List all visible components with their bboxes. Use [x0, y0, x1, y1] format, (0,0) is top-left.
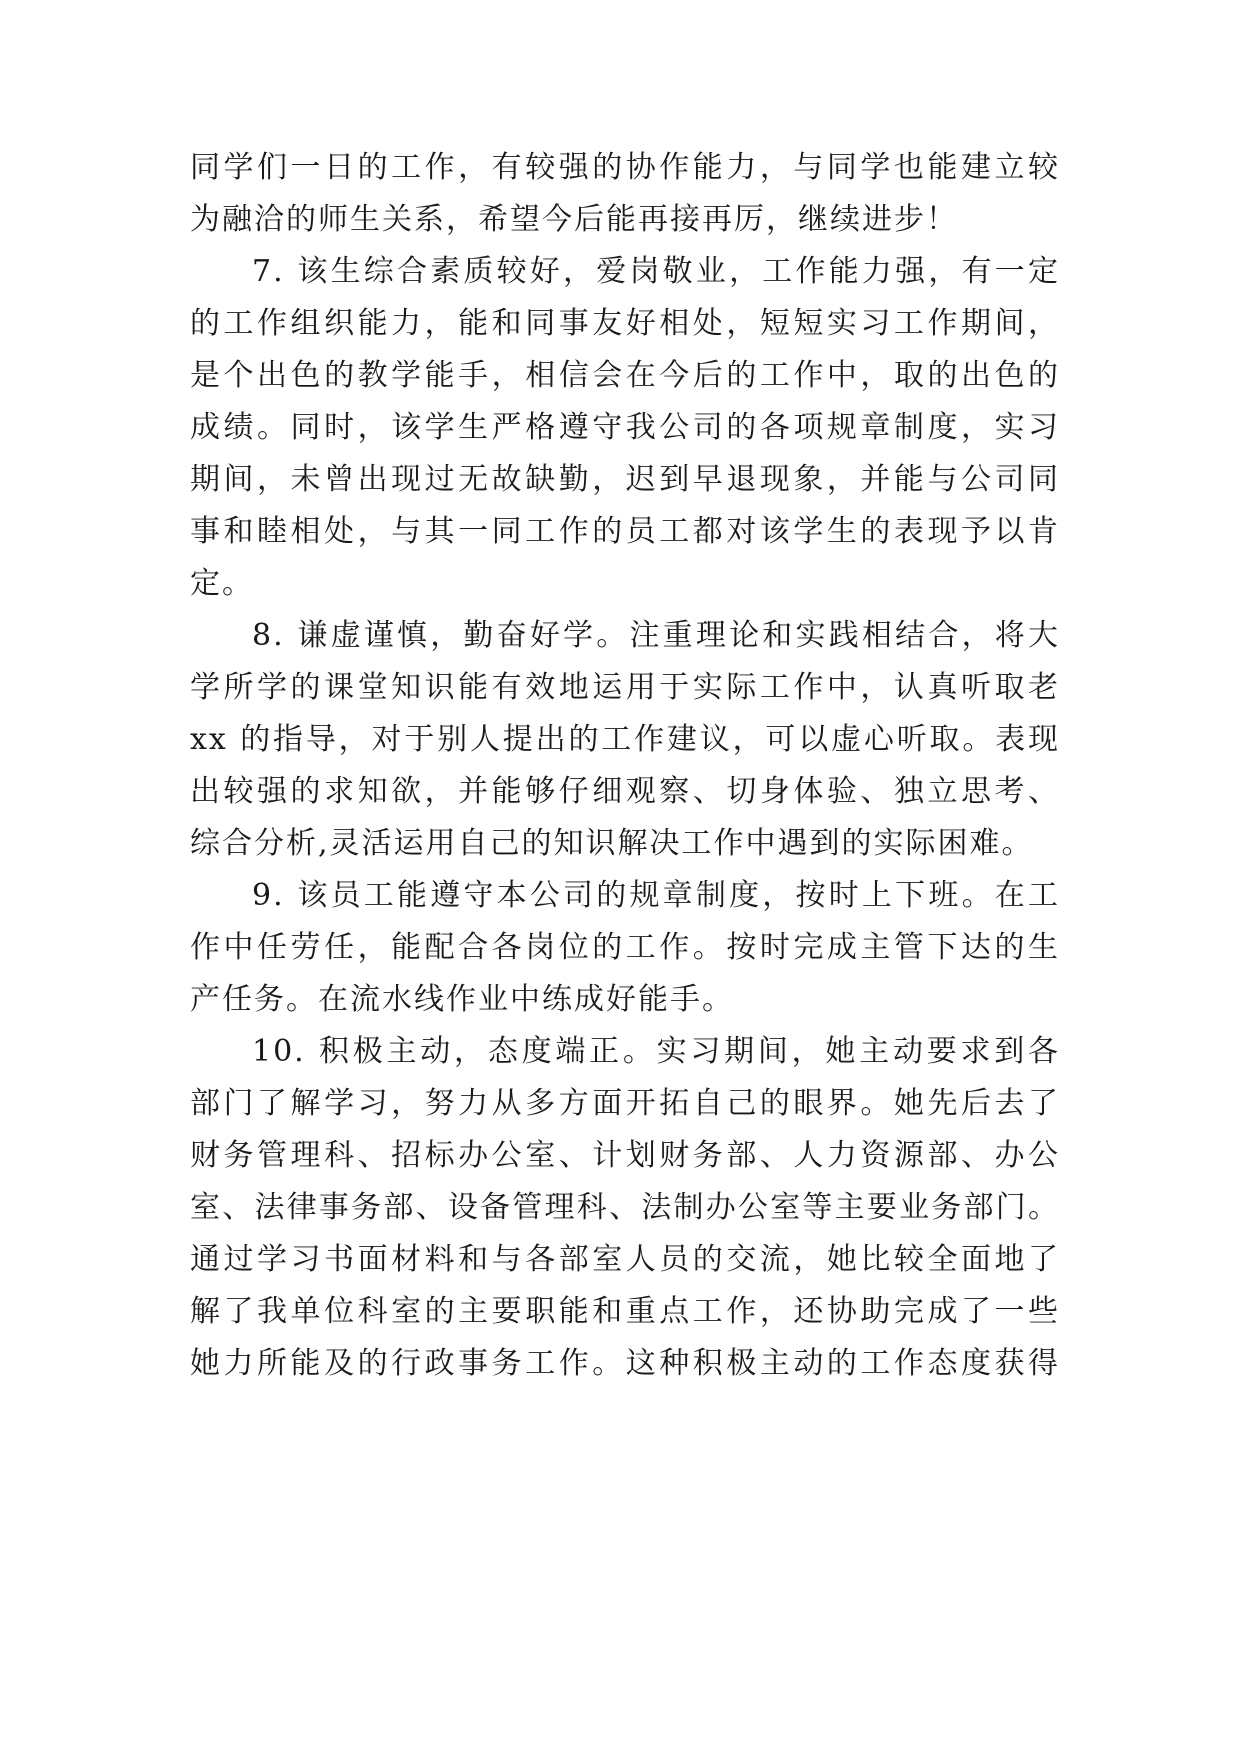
text-line: 定。 [190, 566, 254, 601]
text-line: 财务管理科、招标办公室、计划财务部、人力资源部、办公 [190, 1138, 1060, 1173]
text-line: 她力所能及的行政事务工作。这种积极主动的工作态度获得 [190, 1346, 1060, 1381]
text-line: 解了我单位科室的主要职能和重点工作，还协助完成了一些 [190, 1294, 1060, 1329]
text-line: 为融洽的师生关系，希望今后能再接再厉，继续进步！ [190, 202, 958, 237]
text-line: 学所学的课堂知识能有效地运用于实际工作中，认真听取老 [190, 670, 1060, 705]
text-line: 9. 该员工能遵守本公司的规章制度，按时上下班。在工 [252, 878, 1060, 913]
text-line: 事和睦相处，与其一同工作的员工都对该学生的表现予以肯 [190, 514, 1060, 549]
text-line: 出较强的求知欲，并能够仔细观察、切身体验、独立思考、 [190, 774, 1060, 809]
text-line: 室、法律事务部、设备管理科、法制办公室等主要业务部门。 [190, 1190, 1060, 1225]
text-line: 是个出色的教学能手，相信会在今后的工作中，取的出色的 [190, 358, 1060, 393]
text-line: 产任务。在流水线作业中练成好能手。 [190, 982, 734, 1017]
text-line: 7. 该生综合素质较好，爱岗敬业，工作能力强，有一定 [252, 254, 1060, 289]
text-line: 作中任劳任，能配合各岗位的工作。按时完成主管下达的生 [190, 930, 1060, 965]
text-line: 部门了解学习，努力从多方面开拓自己的眼界。她先后去了 [190, 1086, 1060, 1121]
text-line: 成绩。同时，该学生严格遵守我公司的各项规章制度，实习 [190, 410, 1060, 445]
text-line: 通过学习书面材料和与各部室人员的交流，她比较全面地了 [190, 1242, 1060, 1277]
text-line: 10. 积极主动，态度端正。实习期间，她主动要求到各 [252, 1034, 1060, 1069]
text-line: 8. 谦虚谨慎，勤奋好学。注重理论和实践相结合，将大 [252, 618, 1060, 653]
text-line: 的工作组织能力，能和同事友好相处，短短实习工作期间， [190, 306, 1060, 341]
text-line: 同学们一日的工作，有较强的协作能力，与同学也能建立较 [190, 150, 1060, 185]
text-line: 期间，未曾出现过无故缺勤，迟到早退现象，并能与公司同 [190, 462, 1060, 497]
text-line: xx 的指导，对于别人提出的工作建议，可以虚心听取。表现 [190, 722, 1060, 757]
text-line: 综合分析,灵活运用自己的知识解决工作中遇到的实际困难。 [190, 826, 1034, 861]
